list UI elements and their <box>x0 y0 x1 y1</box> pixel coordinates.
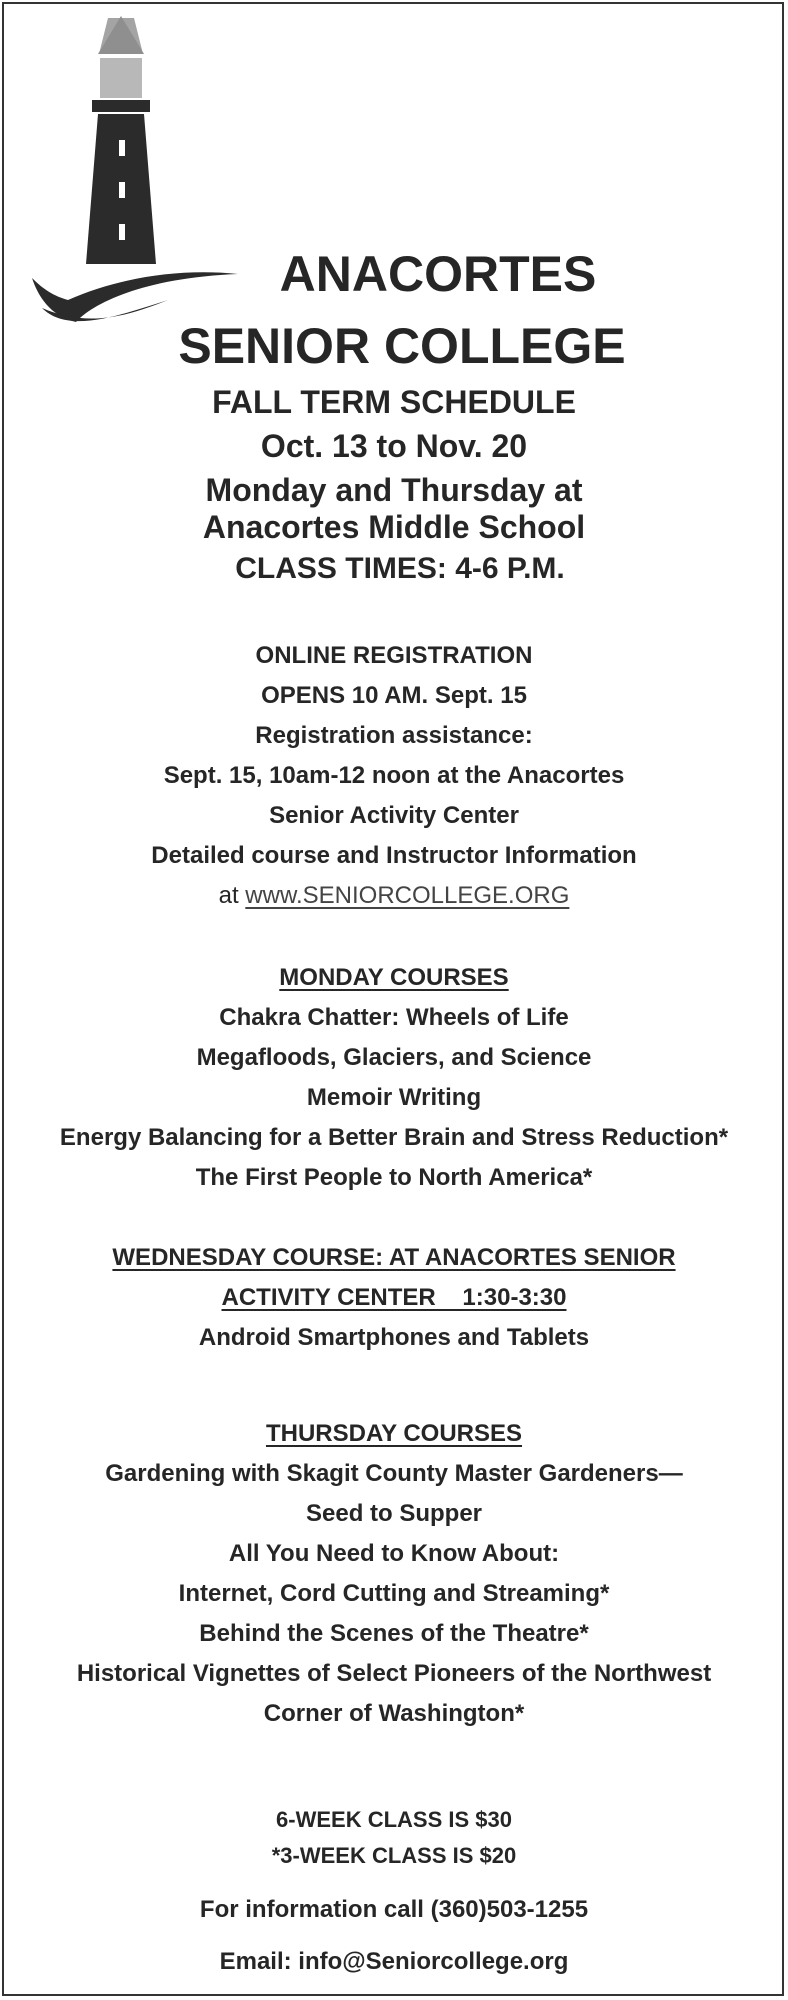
course-item: Internet, Cord Cutting and Streaming* <box>178 1580 610 1607</box>
contact-phone: For information call (360)503-1255 <box>199 1896 589 1923</box>
course-item: Android Smartphones and Tablets <box>198 1324 590 1351</box>
thursday-heading: THURSDAY COURSES <box>265 1420 523 1447</box>
course-item: Historical Vignettes of Select Pioneers of the Northwest <box>76 1660 712 1687</box>
website-line <box>0 876 788 916</box>
website-prefix: at <box>218 882 239 909</box>
registration-line: OPENS 10 AM. Sept. 15 <box>261 682 527 709</box>
term-dates: Oct. 13 to Nov. 20 <box>260 428 528 464</box>
price-six-week: 6-WEEK CLASS IS $30 <box>276 1807 512 1832</box>
title-line2: SENIOR COLLEGE <box>178 318 626 374</box>
class-times: CLASS TIMES: 4-6 P.M. <box>235 552 565 585</box>
contact-email[interactable]: Email: info@Seniorcollege.org <box>219 1948 569 1975</box>
term-location: Anacortes Middle School <box>202 509 586 545</box>
registration-line: Sept. 15, 10am-12 noon at the Anacortes <box>163 762 625 789</box>
course-item: Energy Balancing for a Better Brain and Stress Reduction* <box>59 1124 729 1151</box>
registration-line: Registration assistance: <box>255 722 533 749</box>
course-item: Chakra Chatter: Wheels of Life <box>219 1004 569 1031</box>
registration-section <box>0 636 788 916</box>
course-item: Gardening with Skagit County Master Gardeners— <box>105 1460 683 1487</box>
title-line1: ANACORTES <box>279 246 597 302</box>
course-item: Megafloods, Glaciers, and Science <box>196 1044 592 1071</box>
registration-line: ONLINE REGISTRATION <box>255 642 533 669</box>
course-item: Corner of Washington* <box>263 1700 525 1727</box>
wednesday-section <box>0 1238 788 1358</box>
course-item: All You Need to Know About: <box>228 1540 560 1567</box>
course-item: Memoir Writing <box>306 1084 482 1111</box>
term-days: Monday and Thursday at <box>205 472 583 508</box>
course-item: Behind the Scenes of the Theatre* <box>199 1620 589 1647</box>
monday-section <box>0 958 788 1198</box>
course-item: The First People to North America* <box>195 1164 593 1191</box>
monday-heading: MONDAY COURSES <box>279 964 509 991</box>
registration-line: Detailed course and Instructor Information <box>151 842 637 869</box>
wednesday-heading-time: ACTIVITY CENTER 1:30-3:30 <box>221 1284 567 1311</box>
contact-section <box>0 1884 788 1988</box>
course-item: Seed to Supper <box>305 1500 483 1527</box>
term-title: FALL TERM SCHEDULE <box>212 384 576 420</box>
registration-line: Senior Activity Center <box>269 802 519 829</box>
website-link[interactable]: www.SENIORCOLLEGE.ORG <box>245 882 570 909</box>
price-three-week: *3-WEEK CLASS IS $20 <box>271 1843 517 1868</box>
thursday-section <box>0 1414 788 1734</box>
pricing-section <box>0 1802 788 1874</box>
wednesday-heading: WEDNESDAY COURSE: AT ANACORTES SENIOR <box>112 1244 676 1271</box>
